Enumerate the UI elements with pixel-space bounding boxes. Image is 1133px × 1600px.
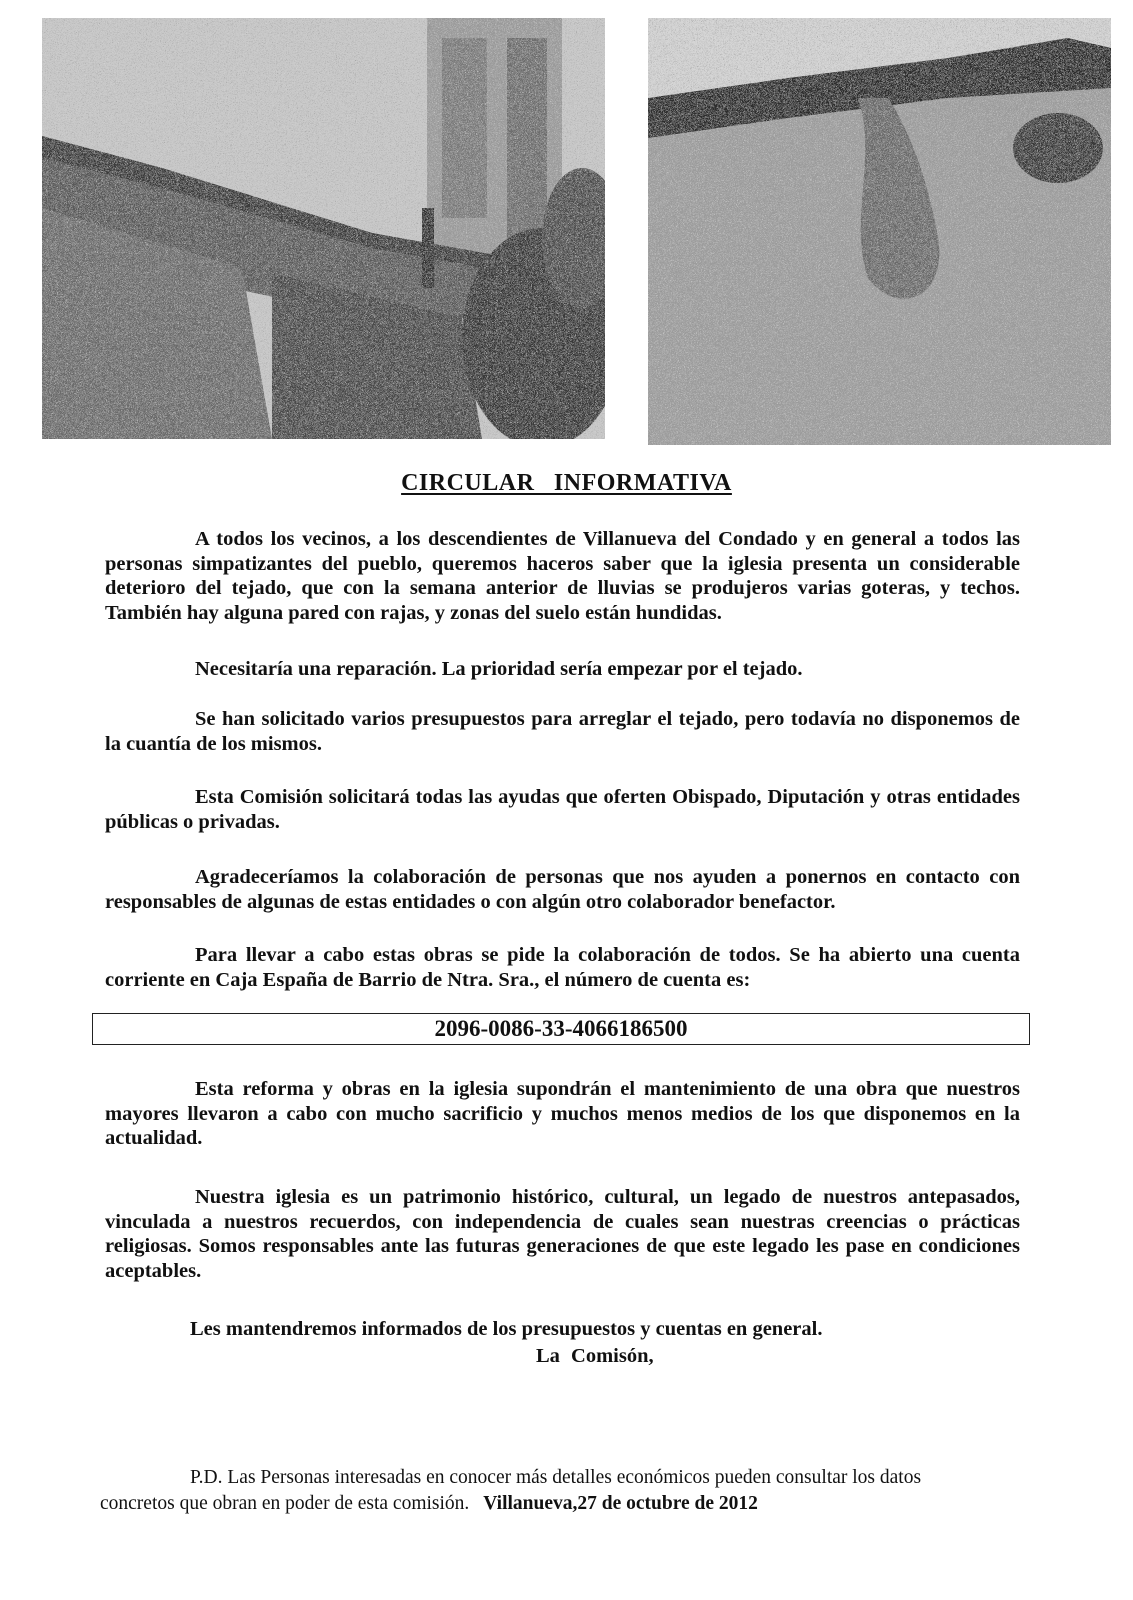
- paragraph-intro: A todos los vecinos, a los descendientes de Villanueva del Condado y en general a todos las personas simpatizantes del pueblo, queremos haceros saber que la iglesia presenta un considerable deterioro del tejado, que con la semana anterior de lluvias se produjeros varias goteras, y techos. También hay alguna pared con rajas, y zonas del suelo están hundidas.: [105, 528, 1020, 624]
- paragraph-repair: Necesitaría una reparación. La prioridad sería empezar por el tejado.: [195, 658, 803, 680]
- paragraph-reform: Esta reforma y obras en la iglesia supondrán el mantenimiento de una obra que nuestros mayores llevaron a cabo con mucho sacrificio y muchos menos medios de los que disponemos en la actualidad.: [105, 1078, 1020, 1149]
- document-title: [0, 470, 1133, 497]
- paragraph-aid: Esta Comisión solicitará todas las ayudas que oferten Obispado, Diputación y otras entidades públicas o privadas.: [105, 786, 1020, 833]
- paragraph-collaboration: Agradeceríamos la colaboración de personas que nos ayuden a ponernos en contacto con responsables de algunas de estas entidades o con algún otro colaborador benefactor.: [105, 866, 1020, 913]
- account-number-box: [92, 1013, 1030, 1045]
- church-roof-photo: [42, 18, 605, 439]
- paragraph-budgets: Se han solicitado varios presupuestos para arreglar el tejado, pero todavía no disponemos de la cuantía de los mismos.: [105, 708, 1020, 755]
- place-date: Villanueva,27 de octubre de 2012: [483, 1493, 758, 1514]
- document-title-text: CIRCULAR INFORMATIVA: [401, 470, 732, 496]
- damaged-wall-photo: [648, 18, 1111, 445]
- paragraph-heritage: Nuestra iglesia es un patrimonio histórico, cultural, un legado de nuestros antepasados, vinculada a nuestros recuerdos, con independencia de cuales sean nuestras creencias o prácticas religiosas. Somos responsables ante las futuras generaciones de que este legado les pase en condiciones aceptables.: [105, 1186, 1020, 1282]
- postscript-text: P.D. Las Personas interesadas en conocer más detalles económicos pueden consultar los datos concretos que obran en poder de esta comisión.: [100, 1467, 922, 1514]
- closing-line: Les mantendremos informados de los presupuestos y cuentas en general.: [190, 1318, 823, 1340]
- paragraph-account: Para llevar a cabo estas obras se pide la colaboración de todos. Se ha abierto una cuenta corriente en Caja España de Barrio de Ntra. Sra., el número de cuenta es:: [105, 944, 1020, 991]
- signature: La Comisón,: [536, 1345, 654, 1367]
- postscript: [100, 1465, 990, 1517]
- account-number: 2096-0086-33-4066186500: [434, 1016, 688, 1041]
